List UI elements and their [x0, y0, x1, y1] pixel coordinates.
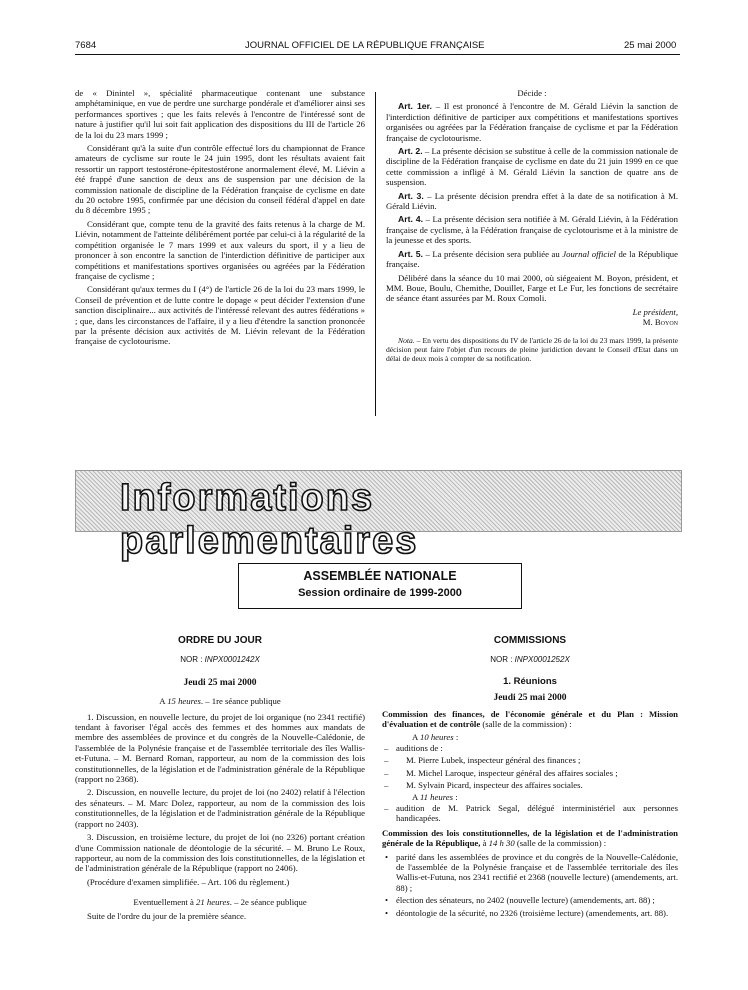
suite-ordre: Suite de l'ordre du jour de la première séance.: [87, 910, 247, 921]
assembly-box: [238, 563, 522, 609]
paragraph: Considérant que, compte tenu de la gravité des faits retenus à la charge de M. Liévin, notamment de l'atteinte délibérément portée par celui-ci à la régularité de la compétition organisée le 7 mars 1999 et aux valeurs du sport, il y a lieu de prononcer à son encontre la sanction de l'interdiction définitive de participer aux compétitions et manifestations sportives organisées ou agréées par la Fédération française de cyclisme ;: [75, 218, 365, 281]
agenda-list: [382, 852, 678, 918]
commissions-date: Jeudi 25 mai 2000: [493, 693, 567, 704]
paragraph: Considérant qu'à la suite d'un contrôle effectué lors du championnat de France amateurs de cyclisme sur route le 24 juin 1995, dont les résultats avaient fait ressortir un rapport testostérone-épitestostérone anormalement élevé, M. Liévin a été frappé d'une sanction de deux ans de suspension par une décision de la commission nationale de discipline de la Fédération française de cyclisme en date du 20 octobre 1995, confirmée par une décision du conseil fédéral d'appel en date du 8 décembre 1995 ;: [75, 143, 365, 216]
list-item: • élection des sénateurs, no 2402 (nouvelle lecture) (amendements, art. 88) ;: [382, 895, 678, 905]
decide-heading: Décide :: [517, 88, 547, 98]
ordre-item-2: 2. Discussion, en nouvelle lecture, du projet de loi (no 2402) relatif à l'élection des sénateurs. – M. Marc Dolez, rapporteur, au nom de la commission des lois constitutionnelles, de la législation et de l'administration générale de la République (rapport no 2403).: [75, 787, 365, 829]
ordre-date: Jeudi 25 mai 2000: [183, 677, 257, 688]
commissions-column: [382, 636, 678, 920]
list-item: – M. Michel Laroque, inspecteur général des affaires sociales ;: [382, 768, 678, 778]
auditions-list: [382, 743, 678, 791]
seance-2: Eventuellement à 21 heures. – 2e séance publique: [133, 897, 307, 908]
column-divider: [375, 92, 376, 416]
ordre-item-1: 1. Discussion, en nouvelle lecture, du projet de loi organique (no 2341 rectifié) tendant à favoriser l'égal accès des femmes et des hommes aux mandats de membre des assemblées de province et du congrès de la Nouvelle-Calédonie, de l'assemblée de la Polynésie française et de l'assemblée territoriale des îles Wallis-et-Futuna. – M. Bernard Roman, rapporteur, au nom de la commission des lois constitutionnelles, de la législation et de l'administration générale de la République (rapport no 2368).: [75, 711, 365, 785]
nor-line: NOR : INPX0001242X: [180, 655, 260, 665]
ordre-heading: ORDRE DU JOUR: [178, 635, 262, 646]
section-banner: [75, 470, 682, 562]
right-top-column: [386, 88, 678, 366]
list-item: – M. Pierre Lubek, inspecteur général des finances ;: [382, 755, 678, 765]
ordre-item-3: 3. Discussion, en troisième lecture, du projet de loi (no 2326) portant création d'une Commission nationale de déontologie de la sécurité. – M. Bruno Le Roux, rapporteur, au nom de la commission des lois constitutionnelles, de la législation et de l'administration générale de la République (rapport no 2406).: [75, 832, 365, 874]
seance-1: A 15 heures. – 1re séance publique: [159, 696, 281, 707]
session-title: Session ordinaire de 1999-2000: [298, 587, 462, 599]
article-1: Art. 1er. – Il est prononcé à l'encontre de M. Gérald Liévin la sanction de l'interdiction définitive de participer aux compétitions et manifestations sportives organisées ou agréées par la Fédération française de cyclisme et par la Fédération française de cyclotourisme.: [386, 101, 678, 143]
time-11h: A 11 heures :: [412, 792, 458, 803]
list-item: – auditions de :: [382, 743, 678, 753]
article-5: Art. 5. – La présente décision sera publiée au Journal officiel de la République française.: [386, 248, 678, 270]
president-name: M. Boyon: [642, 317, 678, 328]
audition-list: [382, 803, 678, 824]
list-item: • déontologie de la sécurité, no 2326 (troisième lecture) (amendements, art. 88).: [382, 908, 678, 918]
list-item: – M. Sylvain Picard, inspecteur des affaires sociales.: [382, 780, 678, 790]
procedure: (Procédure d'examen simplifiée. – Art. 106 du règlement.): [87, 876, 290, 887]
list-item: • parité dans les assemblées de province et du congrès de la Nouvelle-Calédonie, de l'assemblée de la Polynésie française et de l'assemblée territoriale des îles Wallis-et-Futuna, nos 2341 rectifié et 2368 (nouvelle lecture) (amendements, art. 88) ;: [382, 852, 678, 894]
assembly-title: ASSEMBLÉE NATIONALE: [303, 569, 457, 583]
delibere: Délibéré dans la séance du 10 mai 2000, où siégeaient M. Boyon, président, et MM. Boue, Boulu, Chemithe, Douillet, Farge et Le Fur, les fonctions de secrétaire de séance étant assurées par M. Roux Comoli.: [386, 272, 678, 304]
article-2: Art. 2. – La présente décision se substitue à celle de la commission nationale de discipline de la Fédération française de cyclisme en date du 21 juin 1999 en ce que cette commission a infligé à M. Gérald Liévin la sanction de quatre ans de suspension.: [386, 146, 678, 188]
reunions-heading: 1. Réunions: [503, 675, 557, 687]
paragraph: Considérant qu'aux termes du I (4°) de l'article 26 de la loi du 23 mars 1999, le Conseil de prévention et de lutte contre le dopage « peut décider l'extension d'une sanction disciplinaire... aux activités de l'intéressé relevant des autres fédérations » ; que, dans les circonstances de l'affaire, il y a lieu d'étendre la sanction prononcée par la présente décision aux activités de M. Liévin relevant de la Fédération française de cyclotourisme.: [75, 284, 365, 347]
commission-finances: Commission des finances, de l'économie générale et du Plan : Mission d'évaluation et de contrôle (salle de la commission) :: [382, 708, 678, 730]
ordre-du-jour-column: [75, 636, 365, 924]
commission-lois: Commission des lois constitutionnelles, de la législation et de l'administration générale de la République, à 14 h 30 (salle de la commission) :: [382, 827, 678, 849]
journal-title: JOURNAL OFFICIEL DE LA RÉPUBLIQUE FRANÇAISE: [245, 40, 485, 51]
article-3: Art. 3. – La présente décision prendra effet à la date de sa notification à M. Gérald Liévin.: [386, 190, 678, 212]
header-rule: [75, 54, 680, 55]
president-title: Le président,: [632, 306, 678, 317]
time-10h: A 10 heures :: [412, 732, 459, 743]
banner-title: Informations parlementaires: [120, 477, 419, 562]
issue-date: 25 mai 2000: [624, 40, 677, 51]
paragraph: de « Dinintel », spécialité pharmaceutique contenant une substance amphétaminique, en vue de perdre une surcharge pondérale et d'améliorer ainsi ses performances sportives ; que les faits relevés à l'encontre de l'intéressé sont de nature à justifier qu'il lui soit fait application des dispositions du III de l'article 26 de la loi du 23 mars 1999 ;: [75, 88, 365, 140]
nota: Nota. – En vertu des dispositions du IV de l'article 26 de la loi du 23 mars 1999, la présente décision peut faire l'objet d'un recours de pleine juridiction devant le Conseil d'Etat dans un délai de deux mois à compter de sa notification.: [386, 335, 678, 363]
nor-line: NOR : INPX0001252X: [490, 655, 570, 665]
page-number: 7684: [75, 40, 97, 51]
left-top-column: [75, 88, 365, 350]
commissions-heading: COMMISSIONS: [493, 635, 567, 646]
list-item: – audition de M. Patrick Segal, délégué interministériel aux personnes handicapées.: [382, 803, 678, 824]
article-4: Art. 4. – La présente décision sera notifiée à M. Gérald Liévin, à la Fédération française de cyclisme, à la Fédération française de cyclotourisme et à la ministre de la jeunesse et des sports.: [386, 214, 678, 246]
